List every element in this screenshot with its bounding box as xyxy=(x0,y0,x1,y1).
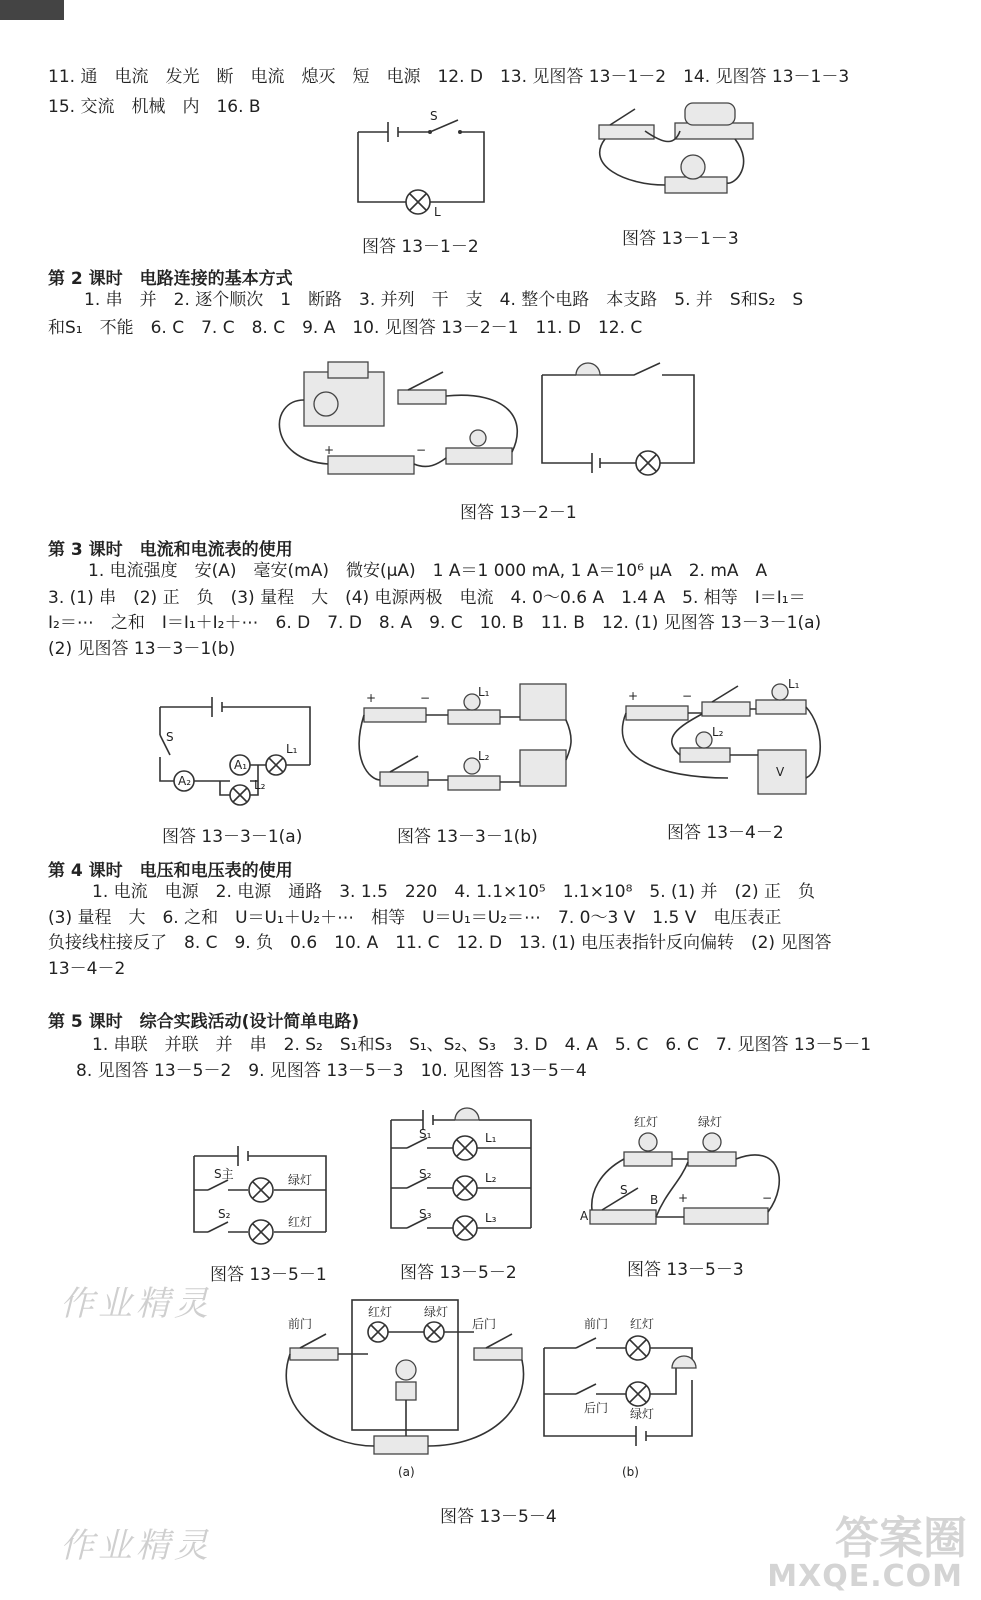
ammeter-label: A₂ xyxy=(178,774,192,788)
lamp-label: 红灯 xyxy=(368,1305,393,1319)
figure-13-5-4b xyxy=(540,1312,710,1452)
section-title: 第 5 课时 综合实践活动(设计简单电路) xyxy=(48,1012,360,1032)
answers-line: 3. (1) 串 (2) 正 负 (3) 量程 大 (4) 电源两极 电流 4. 0～0.6 A 1.4 A 5. 相等 I＝I₁＝ xyxy=(48,588,806,608)
voltmeter-label: V xyxy=(776,765,785,779)
lamp-label: L₂ xyxy=(712,725,724,739)
section-title: 第 3 课时 电流和电流表的使用 xyxy=(48,540,293,560)
lamp-label: 绿灯 xyxy=(630,1407,655,1421)
lamp-label: 红灯 xyxy=(630,1317,655,1331)
switch-label: S xyxy=(166,730,174,744)
figure-caption: 图答 13－5－3 xyxy=(627,1260,744,1280)
switch-label: 前门 xyxy=(288,1317,313,1331)
site-url: MXQE.COM xyxy=(767,1559,963,1594)
site-logo: 答案圈 xyxy=(835,1513,967,1564)
lamp-label: L₃ xyxy=(485,1211,497,1225)
answers-line: (2) 见图答 13－3－1(b) xyxy=(48,639,236,659)
watermark: 作业精灵 xyxy=(60,1284,212,1324)
lamp-label: L₁ xyxy=(286,742,298,756)
figure-caption: 图答 13－1－2 xyxy=(362,237,479,257)
lamp-label: L₂ xyxy=(478,749,490,763)
answers-line: 1. 电流强度 安(A) 毫安(mA) 微安(μA) 1 A＝1 000 mA, 1 A＝10⁶ μA 2. mA A xyxy=(88,561,768,581)
switch-label: S主 xyxy=(214,1167,234,1181)
lamp-label: L xyxy=(434,205,441,219)
figure-13-5-4a xyxy=(282,1296,532,1464)
figure-caption: 图答 13－2－1 xyxy=(460,503,577,523)
figure-13-5-3 xyxy=(580,1102,800,1227)
answers-line: I₂＝⋯ 之和 I＝I₁＋I₂＋⋯ 6. D 7. D 8. A 9. C 10. B 11. B 12. (1) 见图答 13－3－1(a) xyxy=(48,613,822,633)
figure-caption: 图答 13－3－1(b) xyxy=(397,827,538,847)
answers-line: 15. 交流 机械 内 16. B xyxy=(48,97,261,117)
lamp-label: 绿灯 xyxy=(424,1305,449,1319)
lamp-label: 红灯 xyxy=(634,1115,659,1129)
answers-line: 1. 串联 并联 并 串 2. S₂ S₁和S₃ S₁、S₂、S₃ 3. D 4. A 5. C 6. C 7. 见图答 13－5－1 xyxy=(92,1035,872,1055)
switch-label: S₂ xyxy=(218,1207,231,1221)
figure-caption: 图答 13－5－1 xyxy=(210,1265,327,1285)
lamp-label: L₂ xyxy=(485,1171,497,1185)
minus-label: − xyxy=(762,1191,773,1205)
minus-label: − xyxy=(682,689,693,703)
switch-label: S xyxy=(620,1183,628,1197)
section-title: 第 2 课时 电路连接的基本方式 xyxy=(48,269,293,289)
answers-line: 1. 串 并 2. 逐个顺次 1 断路 3. 并列 干 支 4. 整个电路 本支路 5. 并 S和S₂ S xyxy=(84,290,804,310)
switch-label: S₁ xyxy=(419,1127,432,1141)
sub-caption: (b) xyxy=(622,1465,639,1479)
figure-13-2-1-pictorial xyxy=(268,360,538,488)
plus-label: + xyxy=(678,1191,689,1205)
answers-line: 11. 通 电流 发光 断 电流 熄灭 短 电源 12. D 13. 见图答 13－1－2 14. 见图答 13－1－3 xyxy=(48,67,850,87)
terminal-label: B xyxy=(650,1193,659,1207)
figure-13-5-1 xyxy=(188,1142,338,1247)
figure-caption: 图答 13－4－2 xyxy=(667,823,784,843)
figure-13-1-3 xyxy=(585,95,765,210)
switch-label: 后门 xyxy=(472,1317,497,1331)
switch-label: 前门 xyxy=(584,1317,609,1331)
figure-13-4-2 xyxy=(620,678,830,808)
answers-line: 负接线柱接反了 8. C 9. 负 0.6 10. A 11. C 12. D 13. (1) 电压表指针反向偏转 (2) 见图答 xyxy=(48,933,832,953)
answers-line: 13－4－2 xyxy=(48,959,126,979)
lamp-label: 绿灯 xyxy=(288,1173,313,1187)
terminal-label: A xyxy=(580,1209,589,1223)
minus-label: − xyxy=(416,443,427,457)
figure-13-3-1b xyxy=(360,680,575,810)
switch-label: 后门 xyxy=(584,1401,609,1415)
figure-caption: 图答 13－3－1(a) xyxy=(162,827,303,847)
figure-caption: 图答 13－1－3 xyxy=(622,229,739,249)
sub-caption: (a) xyxy=(398,1465,415,1479)
switch-label: S xyxy=(430,109,438,123)
figure-13-3-1a xyxy=(150,695,320,805)
plus-label: + xyxy=(324,443,335,457)
plus-label: + xyxy=(366,691,377,705)
corner-mark xyxy=(0,0,64,20)
switch-label: S₃ xyxy=(419,1207,432,1221)
ammeter-label: A₁ xyxy=(234,758,248,772)
lamp-label: 绿灯 xyxy=(698,1115,723,1129)
figure-caption: 图答 13－5－2 xyxy=(400,1263,517,1283)
figure-13-2-1-schematic xyxy=(538,355,698,480)
figure-13-5-2 xyxy=(385,1098,540,1243)
watermark: 作业精灵 xyxy=(60,1526,212,1566)
answers-line: 1. 电流 电源 2. 电源 通路 3. 1.5 220 4. 1.1×10⁵ 1.1×10⁸ 5. (1) 并 (2) 正 负 xyxy=(92,882,816,902)
lamp-label: L₁ xyxy=(788,677,800,691)
section-title: 第 4 课时 电压和电压表的使用 xyxy=(48,861,293,881)
figure-caption: 图答 13－5－4 xyxy=(440,1507,557,1527)
answers-line: 8. 见图答 13－5－2 9. 见图答 13－5－3 10. 见图答 13－5－4 xyxy=(76,1061,587,1081)
lamp-label: L₁ xyxy=(478,685,490,699)
lamp-label: L₂ xyxy=(254,778,266,792)
minus-label: − xyxy=(420,691,431,705)
answers-line: (3) 量程 大 6. 之和 U＝U₁＋U₂＋⋯ 相等 U＝U₁＝U₂＝⋯ 7. 0～3 V 1.5 V 电压表正 xyxy=(48,908,782,928)
lamp-label: 红灯 xyxy=(288,1215,313,1229)
switch-label: S₂ xyxy=(419,1167,432,1181)
plus-label: + xyxy=(628,689,639,703)
figure-13-1-2 xyxy=(350,109,500,222)
lamp-label: L₁ xyxy=(485,1131,497,1145)
answers-line: 和S₁ 不能 6. C 7. C 8. C 9. A 10. 见图答 13－2－1 11. D 12. C xyxy=(48,318,643,338)
